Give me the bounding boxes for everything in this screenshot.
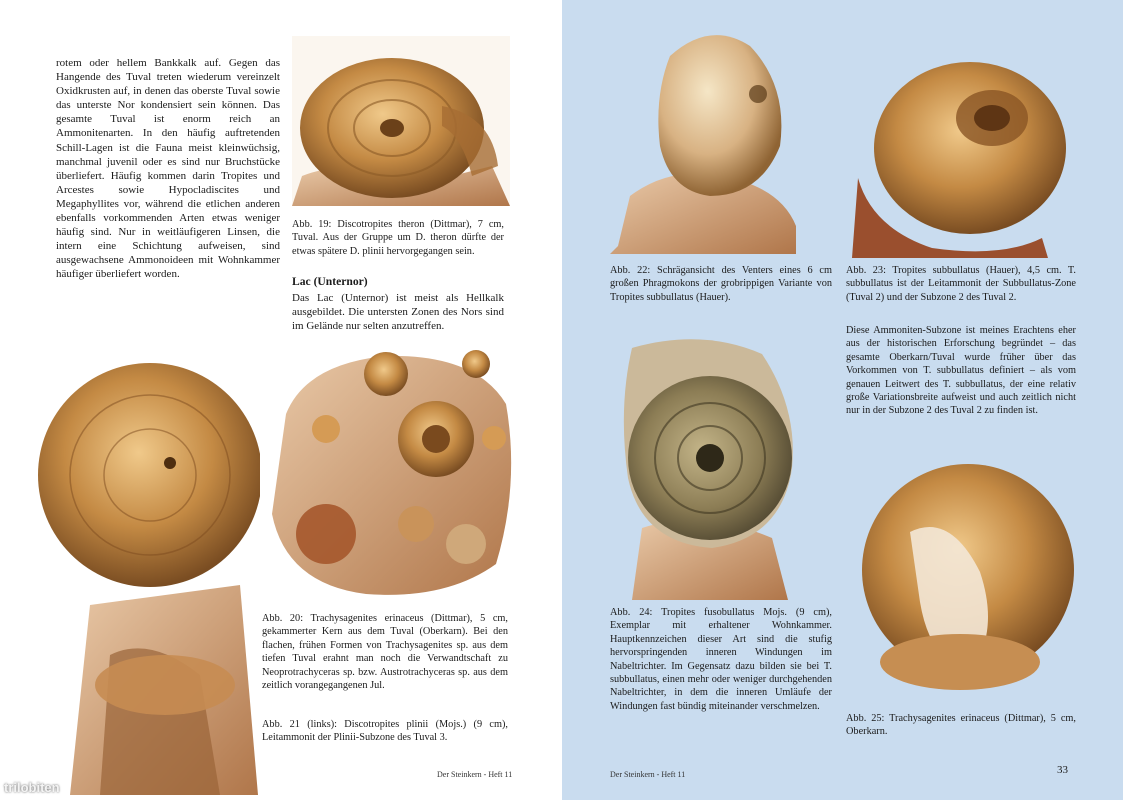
figure-25-ammonite-photo [850, 452, 1076, 704]
figure-20-ammonite-block-photo [266, 344, 520, 602]
section-heading: Lac (Unternor) [292, 275, 368, 288]
watermark: trilobiten [4, 780, 60, 795]
caption-fig-25: Abb. 25: Trachysagenites erinaceus (Dittmar), 5 cm, Oberkarn. [846, 713, 1076, 738]
figure-22-ammonite-venter-photo [610, 26, 798, 254]
body-text: rotem oder hellem Bankkalk auf. Gegen das Hangende des Tuval treten wiederum vereinzelt Oxidkrusten auf, in denen das oberste Tuval sowie das unterste Nor kondensiert sein können. Das gesamte Tuval ist enorm reich an Ammonitenarten. In den häufig auftretenden Schill-Lagen ist die Fauna meist kleinwüchsig, manchmal juvenil oder es sind nur Bruchstücke überliefert. Häufig kommen darin Tropites und Arcestes sowie Hypocladiscites und Megaphyllites vor, während die etlichen anderen ebenfalls vorkommenden Arten etwas weniger häufig sind. Nur in weitläufigeren Linsen, die intern eine Schichtung aufweisen, sind ausgewachsene Ammonoideen mit Wohnkammer häufiger überliefert worden. [56, 57, 280, 281]
right-side-text: Diese Ammoniten-Subzone ist meines Erachtens eher aus der historischen Erforschung begründet – das gesamte Oberkarn/Tuval wurde früher über das Vorkommen von T. subbullatus definiert – als vom genauen Leitwert des T. subbullatus, der eine relativ große Variationsbreite aufweist und auch zeitlich nicht nur in der Subzone 2 des Tuval 2 zu finden ist. [846, 325, 1076, 417]
caption-fig-22: Abb. 22: Schrägansicht des Venters eines 6 cm großen Phragmokons der grobrippigen Variante von Tropites subbullatus (Hauer). [610, 265, 832, 303]
section-text: Das Lac (Unternor) ist meist als Hellkalk ausgebildet. Die untersten Zonen des Nors sind im Gelände nur selten anzutreffen. [292, 292, 504, 333]
caption-fig-24: Abb. 24: Tropites fusobullatus Mojs. (9 cm), Exemplar mit erhaltener Wohnkammer. Hauptkennzeichen dieser Art sind die stufig hervorspringenden inneren Windungen im Nabeltrichter. Im Gegensatz dazu bilden sie bei T. subbullatus, einen mehr oder weniger durchgehenden Nabeltrichter, in dem die inneren Umläufe der Windungen fast bündig miteinander verschmelzen. [610, 607, 832, 712]
caption-fig-20: Abb. 20: Trachysagenites erinaceus (Dittmar), 5 cm, gekammerter Kern aus dem Tuval (Oberkarn). Bei den flachen, frühen Formen von Trachysagenites sp. aus dem tiefen Tuval erahnt man noch die Verwandtschaft zu Neoprotrachyceras sp. bzw. Austrotrachyceras sp. aus dem zeitlich vorangegangenen Jul. [262, 613, 508, 692]
page-number: 33 [1057, 764, 1068, 776]
left-footer: Der Steinkern - Heft 11 [437, 770, 513, 779]
right-footer: Der Steinkern - Heft 11 [610, 770, 686, 779]
caption-fig-19: Abb. 19: Discotropites theron (Dittmar), 7 cm, Tuval. Aus der Gruppe um D. theron dürfte der etwas spätere D. plinii hervorgegangen sein. [292, 219, 504, 257]
caption-fig-23: Abb. 23: Tropites subbullatus (Hauer), 4,5 cm. T. subbullatus ist der Leitammonit der Subbullatus-Zone (Tuval 2) und der Subzone 2 des Tuval 2. [846, 265, 1076, 303]
right-page [562, 0, 1123, 800]
figure-19-ammonite-photo [292, 36, 510, 206]
figure-23-ammonite-photo [852, 48, 1072, 258]
caption-fig-21: Abb. 21 (links): Discotropites plinii (Mojs.) (9 cm), Leitammonit der Plinii-Subzone des Tuval 3. [262, 719, 508, 744]
figure-21-ammonite-photo [30, 355, 260, 795]
figure-24-ammonite-photo [612, 328, 802, 600]
